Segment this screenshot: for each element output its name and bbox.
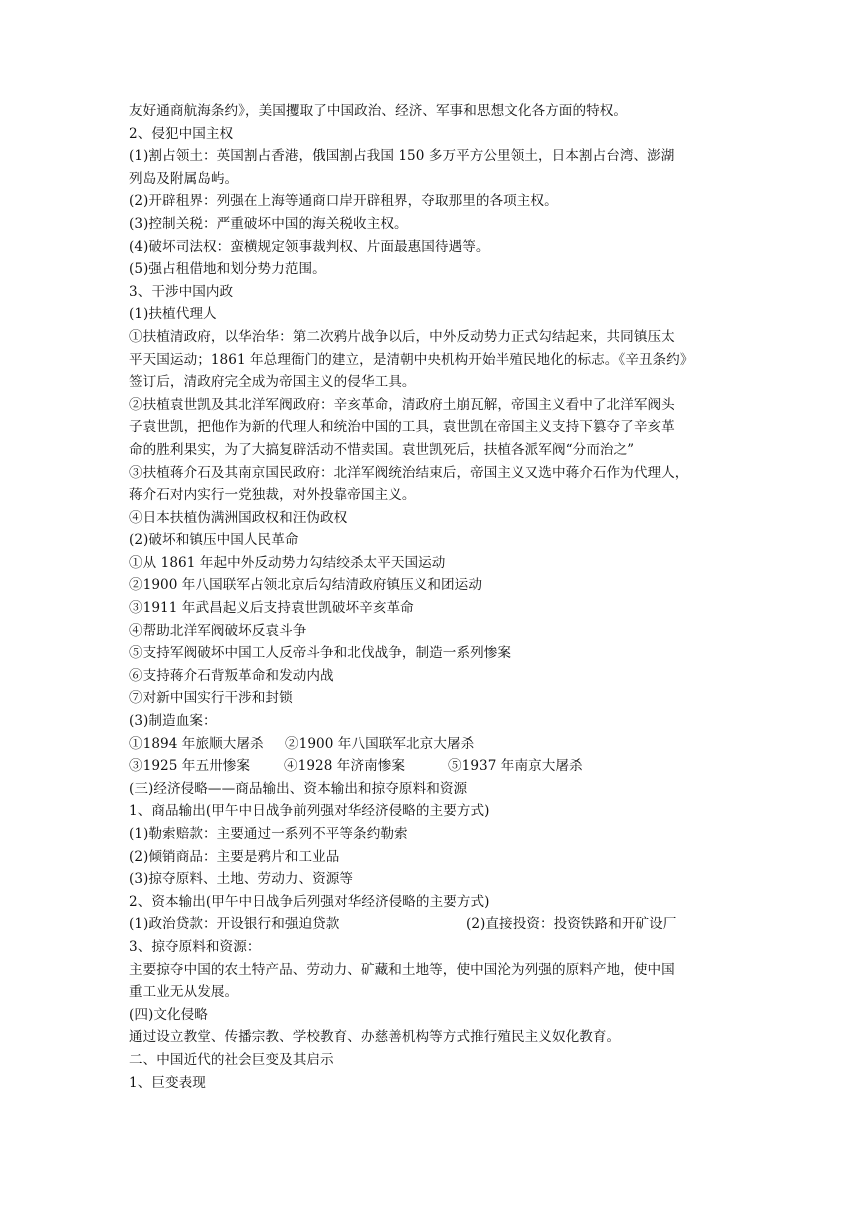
subsection-heading: (1)扶植代理人 xyxy=(129,306,217,323)
massacre-item: ②1900 年八国联军北京大屠杀 xyxy=(285,735,475,752)
text-line: 蒋介石对内实行一党独裁，对外投靠帝国主义。 xyxy=(129,487,416,504)
massacre-item: ④1928 年济南惨案 xyxy=(284,758,406,775)
list-item: ⑦对新中国实行干涉和封锁 xyxy=(129,690,293,707)
subsection-heading: (三)经济侵略——商品输出、资本输出和掠夺原料和资源 xyxy=(129,780,468,797)
text-line: (2)倾销商品：主要是鸦片和工业品 xyxy=(129,848,340,865)
text-line: (1)割占领土：英国割占香港，俄国割占我国 150 多万平方公里领土，日本割占台湾、澎湖 xyxy=(129,148,675,165)
massacre-row xyxy=(129,755,734,778)
subsection-heading: (四)文化侵略 xyxy=(129,1006,208,1023)
subsection-heading: (3)制造血案： xyxy=(129,713,217,730)
text-line: ②扶植袁世凯及其北洋军阀政府：辛亥革命，清政府土崩瓦解，帝国主义看中了北洋军阀头 xyxy=(129,396,675,413)
subsection-heading: (2)破坏和镇压中国人民革命 xyxy=(129,532,299,549)
section-heading: 1、商品输出(甲午中日战争前列强对华经济侵略的主要方式) xyxy=(129,803,490,820)
text-line: (3)掠夺原料、土地、劳动力、资源等 xyxy=(129,871,354,888)
list-item: ①从 1861 年起中外反动势力勾结绞杀太平天国运动 xyxy=(129,554,446,571)
text-line: 列岛及附属岛屿。 xyxy=(129,170,239,187)
text-line: 主要掠夺中国的农土特产品、劳动力、矿藏和土地等，使中国沦为列强的原料产地，使中国 xyxy=(129,961,675,978)
text-line: 命的胜利果实，为了大搞复辟活动不惜卖国。袁世凯死后，扶植各派军阀“分而治之” xyxy=(129,441,635,458)
capital-export-row xyxy=(129,913,734,936)
text-line: (1)勒索赔款：主要通过一系列不平等条约勒索 xyxy=(129,826,408,842)
text-line: 通过设立教堂、传播宗教、学校教育、办慈善机构等方式推行殖民主义奴化教育。 xyxy=(129,1029,621,1046)
text-line: (4)破坏司法权：蛮横规定领事裁判权、片面最惠国待遇等。 xyxy=(129,238,490,255)
list-item: ④帮助北洋军阀破坏反袁斗争 xyxy=(129,622,307,639)
section-heading: 2、侵犯中国主权 xyxy=(129,125,234,142)
text-line: (2)开辟租界：列强在上海等通商口岸开辟租界，夺取那里的各项主权。 xyxy=(129,193,558,210)
text-line: 子袁世凯，把他作为新的代理人和统治中国的工具，袁世凯在帝国主义支持下篡夺了辛亥革 xyxy=(129,419,675,436)
text-line: ③扶植蒋介石及其南京国民政府：北洋军阀统治结束后，帝国主义又选中蒋介石作为代理人， xyxy=(129,464,689,481)
text-line: ④日本扶植伪满洲国政权和汪伪政权 xyxy=(129,509,348,526)
text-line: (5)强占租借地和划分势力范围。 xyxy=(129,261,326,278)
list-item: ②1900 年八国联军占领北京后勾结清政府镇压义和团运动 xyxy=(129,577,482,594)
text-line: 平天国运动；1861 年总理衙门的建立，是清朝中央机构开始半殖民地化的标志。《辛丑条约》 xyxy=(129,351,694,368)
list-item: ⑤支持军阀破坏中国工人反帝斗争和北伐战争，制造一系列惨案 xyxy=(129,645,512,662)
text-line: 重工业无从发展。 xyxy=(129,984,239,1001)
massacre-row xyxy=(129,733,734,756)
section-heading: 2、资本输出(甲午中日战争后列强对华经济侵略的主要方式) xyxy=(129,893,490,910)
text-line: ①扶植清政府，以华治华：第二次鸦片战争以后，中外反动势力正式勾结起来，共同镇压太 xyxy=(129,328,675,345)
list-item: ③1911 年武昌起义后支持袁世凯破坏辛亥革命 xyxy=(129,600,414,617)
section-heading: 3、干涉中国内政 xyxy=(129,283,234,300)
text-line: 签订后，清政府完全成为帝国主义的侵华工具。 xyxy=(129,374,416,391)
massacre-item: ①1894 年旅顺大屠杀 xyxy=(129,735,264,752)
capital-item: (1)政治贷款：开设银行和强迫贷款 xyxy=(129,916,340,933)
text-line: (3)控制关税：严重破坏中国的海关税收主权。 xyxy=(129,215,408,232)
capital-item: (2)直接投资：投资铁路和开矿设厂 xyxy=(466,916,677,933)
section-heading: 1、巨变表现 xyxy=(129,1074,206,1091)
massacre-item: ③1925 年五卅惨案 xyxy=(129,758,251,775)
text-line: 友好通商航海条约》，美国攫取了中国政治、经济、军事和思想文化各方面的特权。 xyxy=(129,103,628,119)
massacre-item: ⑤1937 年南京大屠杀 xyxy=(448,758,583,775)
chapter-heading: 二、中国近代的社会巨变及其启示 xyxy=(129,1051,334,1068)
section-heading: 3、掠夺原料和资源： xyxy=(129,938,261,955)
document-body xyxy=(129,100,734,1094)
list-item: ⑥支持蒋介石背叛革命和发动内战 xyxy=(129,667,334,684)
